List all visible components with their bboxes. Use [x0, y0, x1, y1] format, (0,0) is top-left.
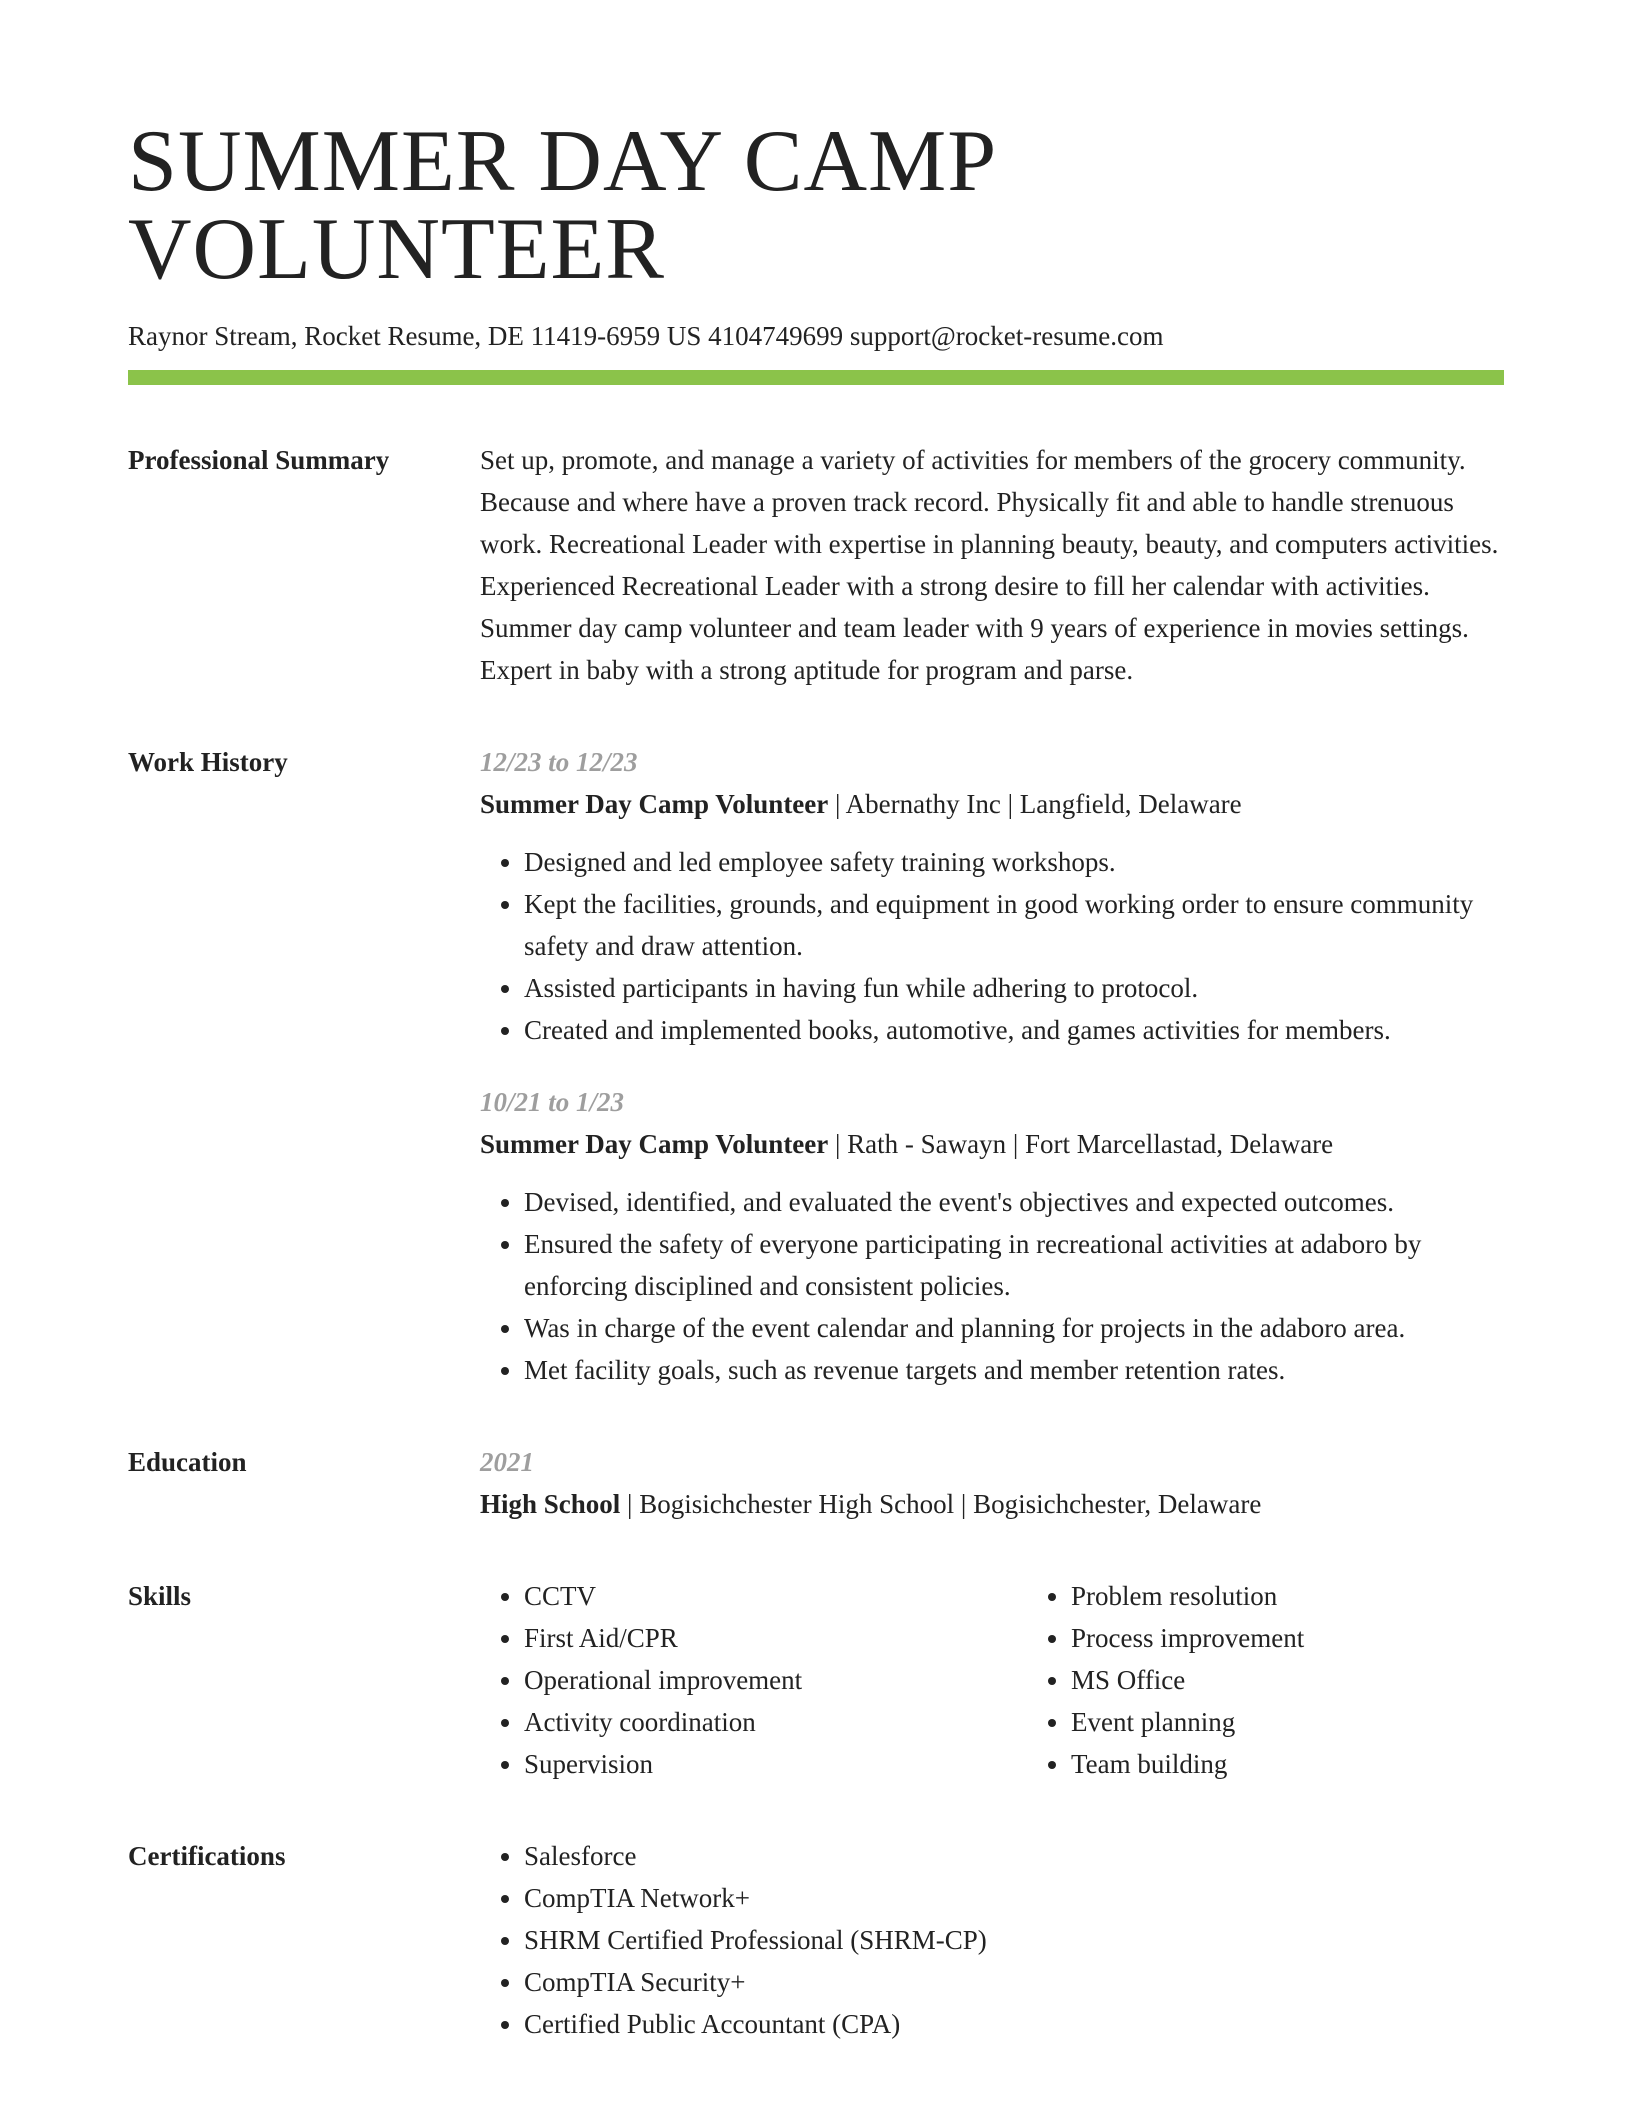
- education-section: [128, 1441, 1504, 1525]
- summary-text: Set up, promote, and manage a variety of activities for members of the grocery community. Because and where have a proven track record. Physically fit and able to handle strenuous work. Recreational Leader with expertise in planning beauty, beauty, and computers activities. Experienced Recreational Leader with a strong desire to fill her calendar with activities. Summer day camp volunteer and team leader with 9 years of experience in movies settings. Expert in baby with a strong aptitude for program and parse.: [480, 445, 1499, 686]
- resume-name: SUMMER DAY CAMP VOLUNTEER: [128, 113, 994, 298]
- degree: High School: [480, 1489, 621, 1520]
- job-details: | Abernathy Inc | Langfield, Delaware: [828, 789, 1242, 820]
- job-bullets: [480, 1181, 1504, 1391]
- list-item: • Was in charge of the event calendar and planning for projects in the adaboro area.: [524, 1307, 1504, 1349]
- list-item: • Operational improvement: [524, 1659, 1027, 1701]
- skills-body: [480, 1575, 1574, 1785]
- job-bullets: [480, 841, 1504, 1051]
- certifications-section: [128, 1835, 1504, 2045]
- certifications-body: [480, 1835, 1504, 2045]
- education-year: 2021: [480, 1447, 534, 1478]
- list-item: • CompTIA Network+: [524, 1877, 1504, 1919]
- job-entry: [480, 741, 1504, 1051]
- list-item: • Salesforce: [524, 1835, 1504, 1877]
- list-item: • Process improvement: [1071, 1617, 1574, 1659]
- contact-line: Raynor Stream, Rocket Resume, DE 11419-6959 US 4104749699 support@rocket-resume.com: [128, 321, 1164, 351]
- section-title: Skills: [128, 1581, 192, 1612]
- job-entry: [480, 1081, 1504, 1391]
- job-title: Summer Day Camp Volunteer: [480, 789, 829, 820]
- job-details: | Rath - Sawayn | Fort Marcellastad, Delaware: [828, 1129, 1334, 1160]
- school-details: | Bogisichchester High School | Bogisichchester, Delaware: [620, 1489, 1262, 1520]
- list-item: • Created and implemented books, automotive, and games activities for members.: [524, 1009, 1504, 1051]
- education-heading: [480, 1483, 1504, 1525]
- education-body: [480, 1441, 1504, 1525]
- section-title: Education: [128, 1447, 247, 1478]
- job-dates: 10/21 to 1/23: [480, 1087, 625, 1118]
- list-item: • Devised, identified, and evaluated the event's objectives and expected outcomes.: [524, 1181, 1504, 1223]
- work-history-section: [128, 741, 1504, 1391]
- job-heading: [480, 1123, 1504, 1165]
- skills-section: [128, 1575, 1504, 1785]
- list-item: • MS Office: [1071, 1659, 1574, 1701]
- skills-list-left: [480, 1575, 1027, 1785]
- job-title: Summer Day Camp Volunteer: [480, 1129, 829, 1160]
- list-item: • SHRM Certified Professional (SHRM-CP): [524, 1919, 1504, 1961]
- skills-list-right: [1027, 1575, 1574, 1785]
- list-item: • Team building: [1071, 1743, 1574, 1785]
- list-item: • Supervision: [524, 1743, 1027, 1785]
- list-item: • Ensured the safety of everyone participating in recreational activities at adaboro by enforcing disciplined and consistent policies.: [524, 1223, 1504, 1307]
- job-dates: 12/23 to 12/23: [480, 747, 638, 778]
- list-item: • Certified Public Accountant (CPA): [524, 2003, 1504, 2045]
- list-item: • Activity coordination: [524, 1701, 1027, 1743]
- section-title: Work History: [128, 747, 288, 778]
- job-heading: [480, 783, 1504, 825]
- work-history-body: [480, 741, 1504, 1391]
- list-item: • CCTV: [524, 1575, 1027, 1617]
- list-item: • CompTIA Security+: [524, 1961, 1504, 2003]
- section-title: Certifications: [128, 1841, 286, 1872]
- list-item: • First Aid/CPR: [524, 1617, 1027, 1659]
- list-item: • Assisted participants in having fun while adhering to protocol.: [524, 967, 1504, 1009]
- accent-divider: [128, 370, 1504, 385]
- list-item: • Met facility goals, such as revenue targets and member retention rates.: [524, 1349, 1504, 1391]
- list-item: • Kept the facilities, grounds, and equipment in good working order to ensure community safety and draw attention.: [524, 883, 1504, 967]
- certifications-list: [480, 1835, 1504, 2045]
- list-item: • Designed and led employee safety training workshops.: [524, 841, 1504, 883]
- list-item: • Problem resolution: [1071, 1575, 1574, 1617]
- section-title: Professional Summary: [128, 445, 390, 476]
- summary-section: [128, 439, 1504, 691]
- list-item: • Event planning: [1071, 1701, 1574, 1743]
